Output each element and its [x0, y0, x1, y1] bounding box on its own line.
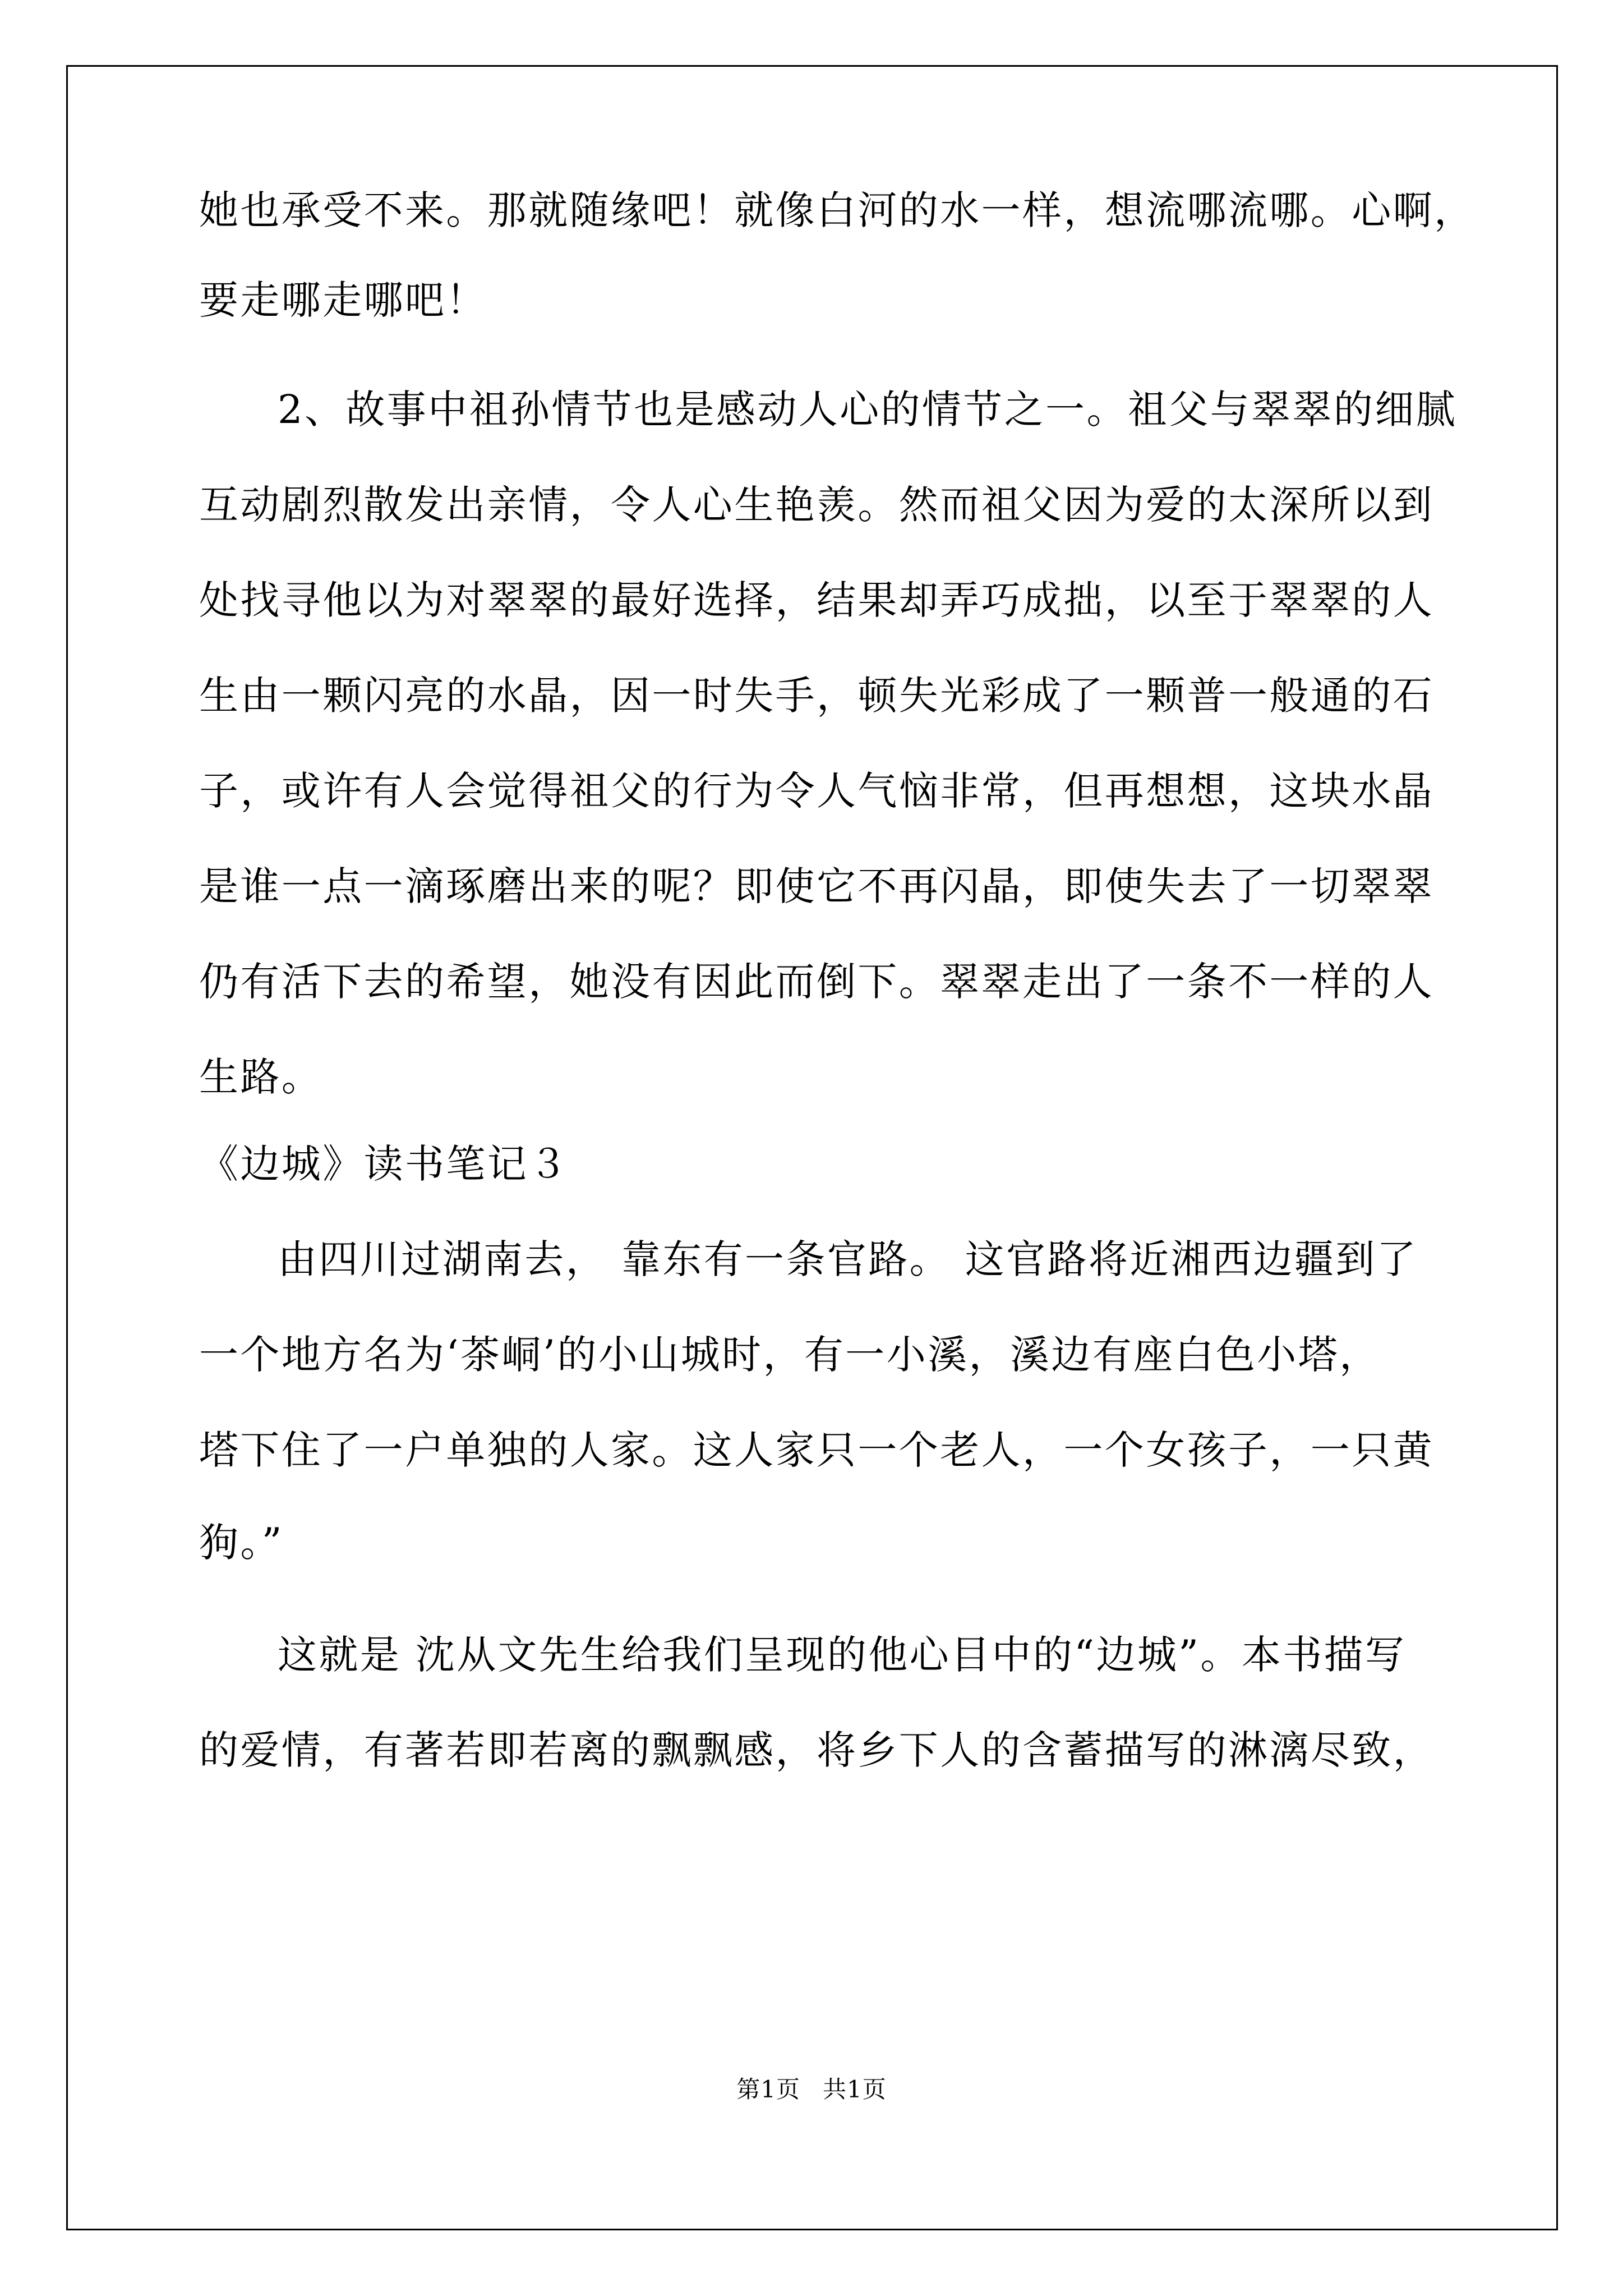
section-heading: 《边城》读书笔记３	[199, 1141, 570, 1187]
text-line: 她也承受不来。那就随缘吧！就像白河的水一样，想流哪流哪。心啊，	[199, 187, 1476, 233]
text-line: 仍有活下去的希望，她没有因此而倒下。翠翠走出了一条不一样的人	[199, 959, 1434, 1005]
text-line: 是谁一点一滴琢磨出来的呢？即使它不再闪晶，即使失去了一切翠翠	[199, 863, 1434, 909]
text-line: 生由一颗闪亮的水晶，因一时失手，顿失光彩成了一颗普一般通的石	[199, 673, 1434, 719]
text-line: 塔下住了一户单独的人家。这人家只一个老人，一个女孩子，一只黄	[199, 1427, 1434, 1473]
page-footer	[0, 2076, 1623, 2104]
text-line: 子，或许有人会觉得祖父的行为令人气恼非常，但再想想，这块水晶	[199, 768, 1434, 814]
text-line: 要走哪走哪吧！	[199, 277, 487, 323]
text-line: 的爱情，有著若即若离的飘飘感，将乡下人的含蓄描写的淋漓尽致，	[199, 1727, 1434, 1773]
paragraph-start-line: 2、故事中祖孙情节也是感动人心的情节之一。祖父与翠翠的细腻	[278, 386, 1458, 432]
text-line: 狗。”	[199, 1520, 284, 1566]
page-total: 共1页	[823, 2076, 887, 2103]
text-line: 一个地方名为‘茶峒’的小山城时，有一小溪，溪边有座白色小塔，	[199, 1332, 1381, 1378]
text-line: 生路。	[199, 1054, 323, 1100]
text-line: 互动剧烈散发出亲情，令人心生艳羡。然而祖父因为爱的太深所以到	[199, 482, 1434, 528]
text-line: 处找寻他以为对翠翠的最好选择，结果却弄巧成拙，以至于翠翠的人	[199, 577, 1434, 623]
paragraph-start-line: 这就是 沈从文先生给我们呈现的他心目中的“边城”。本书描写	[278, 1632, 1407, 1678]
paragraph-start-line: 由四川过湖南去， 靠东有一条官路。 这官路将近湘西边疆到了	[278, 1236, 1418, 1282]
page-number: 第1页	[736, 2076, 800, 2103]
